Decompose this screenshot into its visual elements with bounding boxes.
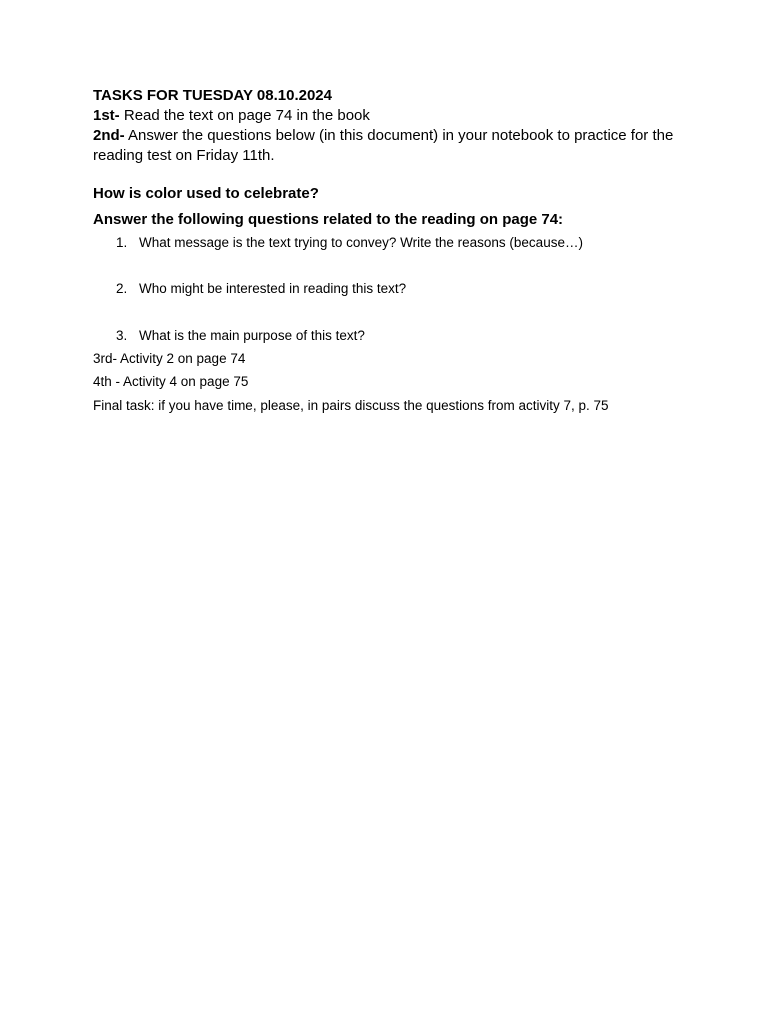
question-item (93, 234, 683, 252)
question-text: What is the main purpose of this text? (139, 328, 365, 343)
question-item (93, 327, 683, 345)
task-2-text: Answer the questions below (in this document) in your notebook to practice for the reading test on Friday 11th. (93, 127, 674, 164)
questions-list (93, 234, 683, 345)
section-heading: How is color used to celebrate? (93, 185, 319, 202)
task-2 (93, 126, 683, 166)
document-body (93, 86, 683, 415)
task-1 (93, 106, 683, 126)
task-1-text: Read the text on page 74 in the book (119, 107, 370, 124)
final-task: Final task: if you have time, please, in pairs discuss the questions from activity 7, p. 75 (93, 398, 609, 413)
question-item (93, 280, 683, 298)
task-2-prefix: 2nd- (93, 127, 125, 144)
question-text: What message is the text trying to convey? Write the reasons (because…) (139, 235, 583, 250)
questions-heading: Answer the following questions related to the reading on page 74: (93, 211, 564, 228)
question-number: 1. (116, 235, 128, 250)
task-1-prefix: 1st- (93, 107, 120, 124)
document-title: TASKS FOR TUESDAY 08.10.2024 (93, 87, 332, 104)
question-number: 2. (116, 281, 128, 296)
activity-4th: 4th - Activity 4 on page 75 (93, 374, 249, 389)
activity-3rd: 3rd- Activity 2 on page 74 (93, 351, 246, 366)
question-number: 3. (116, 328, 128, 343)
question-text: Who might be interested in reading this text? (139, 281, 407, 296)
